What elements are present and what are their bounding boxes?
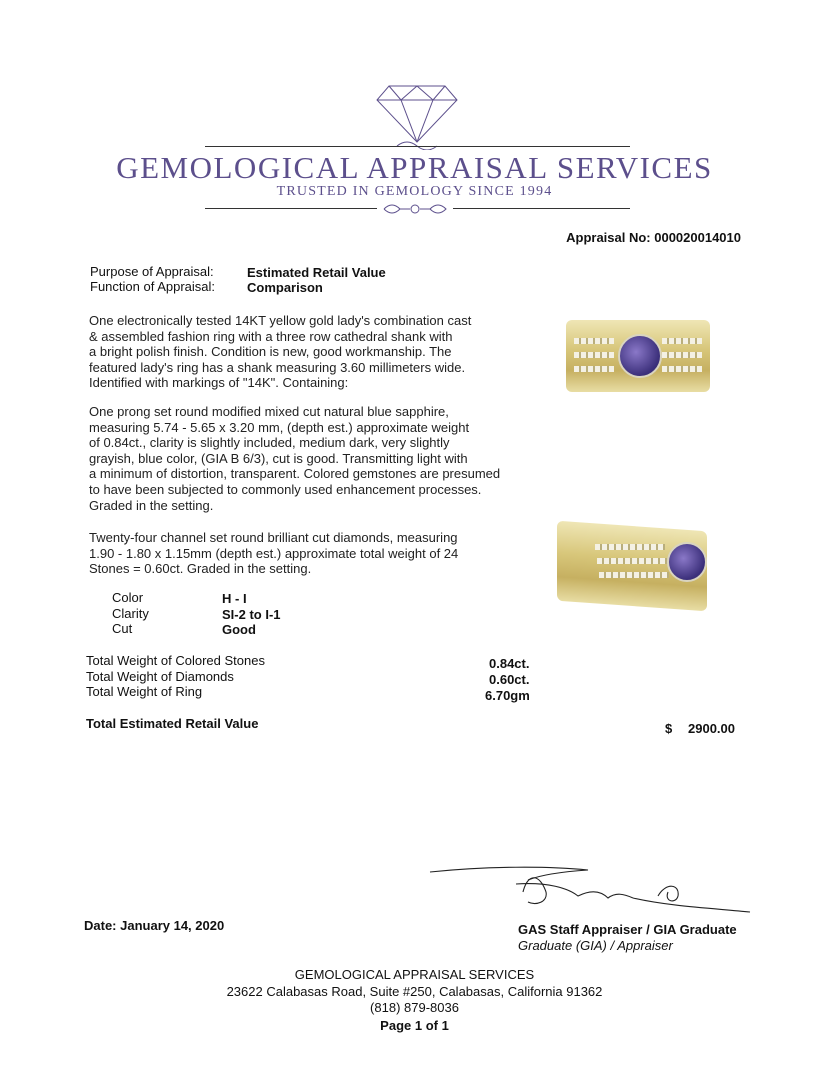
weight-colored-label: Total Weight of Colored Stones bbox=[86, 653, 265, 668]
weight-ring-label: Total Weight of Ring bbox=[86, 684, 203, 699]
grade-clarity-value: SI-2 to I-1 bbox=[222, 607, 281, 622]
grade-color-label: Color bbox=[112, 590, 144, 605]
appraisal-number: Appraisal No: 000020014010 bbox=[566, 230, 741, 245]
grade-color-value: H - I bbox=[222, 591, 247, 606]
grade-cut-value: Good bbox=[222, 622, 256, 637]
header-rule-bottom-right bbox=[453, 208, 630, 209]
ring-photo-front bbox=[562, 312, 714, 402]
page-number: Page 1 of 1 bbox=[380, 1018, 449, 1033]
total-value-label: Total Estimated Retail Value bbox=[86, 716, 259, 731]
ornament-icon bbox=[380, 200, 450, 218]
description-paragraph-1: One electronically tested 14KT yellow gold lady's combination cast & assembled fashion ring with a three row cathedral shank with a bright polish finish. Condition is new, good workmanship. The featured lady's ring has a shank measuring 3.60 millimeters wide. Identified with markings of "14K". Containing: bbox=[89, 313, 472, 391]
purpose-label: Purpose of Appraisal: bbox=[90, 264, 214, 279]
description-paragraph-3: Twenty-four channel set round brilliant cut diamonds, measuring 1.90 - 1.80 x 1.15mm (depth est.) approximate total weight of 24 Stones = 0.60ct. Graded in the setting. bbox=[89, 530, 459, 577]
diamond-icon bbox=[375, 80, 459, 150]
description-paragraph-2: One prong set round modified mixed cut natural blue sapphire, measuring 5.74 - 5.65 x 3.20 mm, (depth est.) approximate weight of 0.84ct., clarity is slightly included, medium dark, very slightly grayish, blue color, (GIA B 6/3), cut is good. Transmitting light with a minimum of distortion, transparent. Colored gemstones are presumed to have been subjected to commonly used enhancement processes. Graded in the setting. bbox=[89, 404, 501, 513]
ring-photo-angle bbox=[555, 520, 715, 612]
footer-company: GEMOLOGICAL APPRAISAL SERVICES bbox=[294, 967, 535, 982]
weight-colored-value: 0.84ct. bbox=[489, 656, 530, 671]
appraiser-title: GAS Staff Appraiser / GIA Graduate bbox=[518, 922, 737, 937]
total-value-currency: $ bbox=[665, 721, 673, 736]
weight-ring-value: 6.70gm bbox=[485, 688, 530, 703]
footer-address: 23622 Calabasas Road, Suite #250, Calabasas, California 91362 bbox=[226, 984, 603, 999]
function-label: Function of Appraisal: bbox=[90, 279, 216, 294]
footer-phone: (818) 879-8036 bbox=[370, 1000, 459, 1015]
header-rule-top bbox=[205, 146, 630, 147]
grade-cut-label: Cut bbox=[112, 621, 133, 636]
total-value-amount: 2900.00 bbox=[688, 721, 735, 736]
function-value: Comparison bbox=[247, 280, 323, 295]
purpose-value: Estimated Retail Value bbox=[247, 265, 386, 280]
company-name: GEMOLOGICAL APPRAISAL SERVICES bbox=[116, 150, 713, 185]
appraiser-subtitle: Graduate (GIA) / Appraiser bbox=[518, 938, 673, 953]
weight-diamonds-label: Total Weight of Diamonds bbox=[86, 669, 234, 684]
appraiser-signature bbox=[428, 862, 758, 922]
date: Date: January 14, 2020 bbox=[84, 918, 225, 933]
header-rule-bottom-left bbox=[205, 208, 377, 209]
grade-clarity-label: Clarity bbox=[112, 606, 149, 621]
company-tagline: TRUSTED IN GEMOLOGY SINCE 1994 bbox=[276, 184, 553, 199]
weight-diamonds-value: 0.60ct. bbox=[489, 672, 530, 687]
